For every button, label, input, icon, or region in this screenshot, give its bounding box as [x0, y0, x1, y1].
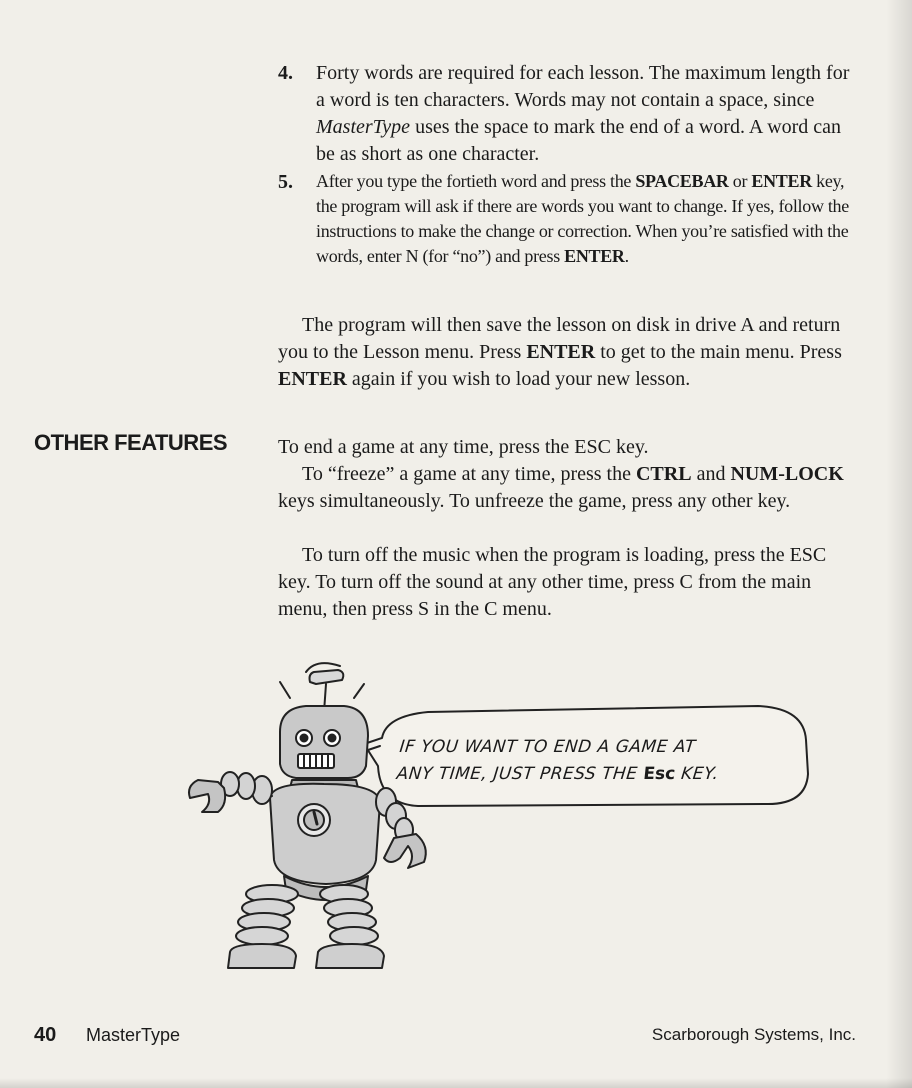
key-name: ENTER [278, 368, 347, 390]
section-heading: OTHER FEATURES [34, 430, 228, 455]
footer-title: MasterType [86, 1025, 181, 1045]
robot-illustration [168, 662, 818, 992]
step-5 [278, 169, 850, 269]
text-run: After you type the fortieth word and press the [316, 171, 636, 191]
robot-torso [270, 784, 380, 884]
key-name: CTRL [635, 463, 692, 485]
text-run: again if you wish to load your new lesson. [346, 368, 691, 390]
text-run: . [624, 246, 629, 266]
text-run: Forty words are required for each lesson. The maximum length for a word is ten characters. Words may not contain a space, since [316, 62, 850, 111]
robot-right-claw [384, 834, 426, 868]
step-number: 4. [278, 62, 293, 84]
step-text [316, 169, 850, 269]
page-number: 40 [34, 1024, 57, 1046]
step-text [316, 60, 850, 168]
page-bottom-shadow [0, 1078, 912, 1088]
text-run: key, the program will ask if there are words you want to change. If yes, follow the instructions to make the change or correction. When you’re satisfied with the words, enter N (for “no”) and press [316, 171, 849, 266]
robot-left-claw [189, 780, 225, 812]
key-name: ENTER [751, 171, 812, 191]
esc-key-label: Esc [642, 764, 677, 784]
text-run: The program will then save the lesson on disk in drive A and return you to the Lesson menu. Press [278, 314, 841, 363]
text-run: ANY TIME, JUST PRESS THE [395, 764, 645, 784]
robot-right-foot [316, 944, 384, 968]
text-run: to get to the main menu. Press [595, 341, 842, 363]
key-name: ENTER [526, 341, 596, 363]
sound-paragraph: To turn off the music when the program is loading, press the ESC key. To turn off the sound at any other time, press C from the main menu, then press S in the C menu. [278, 544, 827, 620]
numbered-steps [278, 60, 850, 270]
robot-left-foot [228, 944, 296, 968]
bubble-line-2 [395, 761, 808, 788]
end-game-paragraph: To end a game at any time, press the ESC key. [278, 436, 649, 458]
key-name: NUM-LOCK [730, 463, 844, 485]
page-edge-shadow [886, 0, 912, 1088]
bubble-line-1: IF YOU WANT TO END A GAME AT [398, 737, 697, 757]
text-run: and [691, 463, 731, 485]
key-name: ENTER [564, 246, 625, 266]
text-run: keys simultaneously. To unfreeze the game, press any other key. [278, 490, 791, 512]
text-run: To “freeze” a game at any time, press the [302, 463, 636, 485]
speech-bubble-text [395, 734, 811, 788]
key-name: SPACEBAR [635, 171, 729, 191]
text-run: or [728, 171, 752, 191]
product-name: MasterType [316, 116, 411, 138]
text-run: uses the space to mark the end of a word. A word can be as short as one character. [316, 116, 842, 165]
freeze-paragraph [278, 461, 850, 515]
text-run: KEY. [674, 764, 720, 784]
footer-publisher: Scarborough Systems, Inc. [651, 1025, 856, 1044]
save-lesson-paragraph [278, 312, 850, 393]
step-number: 5. [278, 171, 293, 193]
step-4 [278, 60, 850, 168]
robot-antenna [310, 670, 344, 684]
